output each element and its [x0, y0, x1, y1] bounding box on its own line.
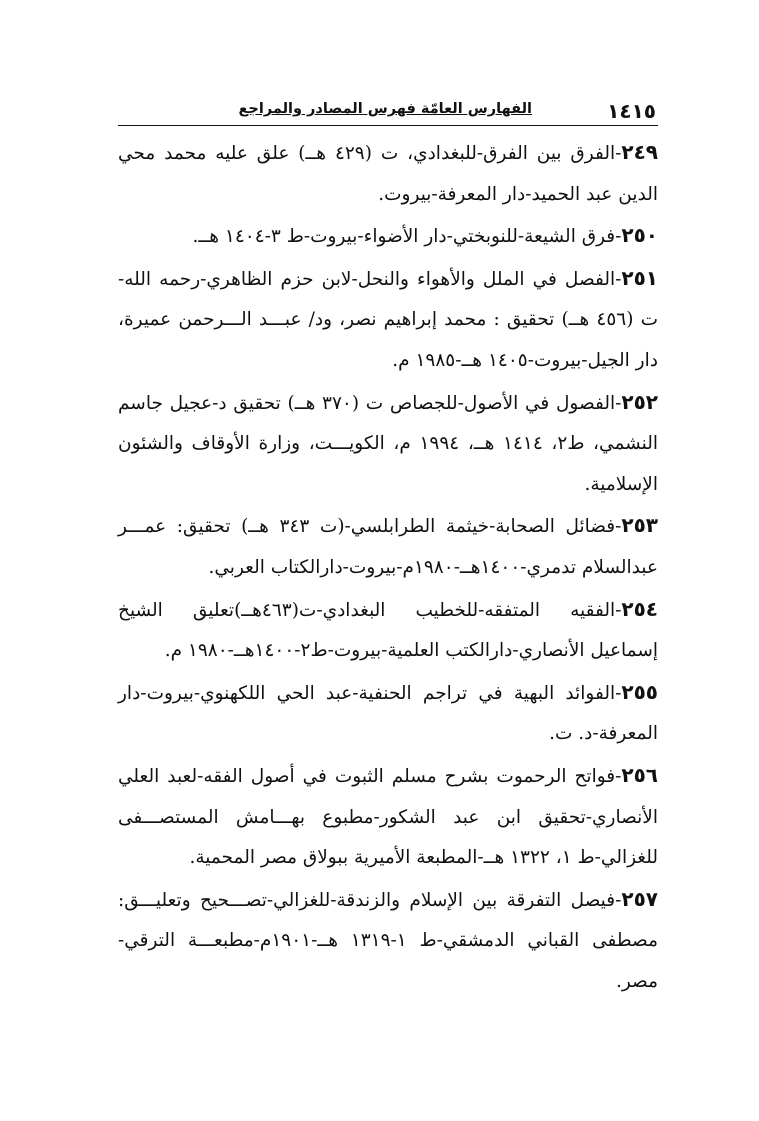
- entry-number: ٢٥٥: [621, 679, 658, 704]
- bibliography-entry: [118, 589, 658, 672]
- bibliography-entry: [118, 505, 658, 588]
- entry-number: ٢٥١: [621, 265, 658, 290]
- entry-text: -فواتح الرحموت بشرح مسلم الثبوت في أصول الفقه-لعبد العلي الأنصاري-تحقيق ابن عبد الشكور-مطبوع بهـــامش المستصـــفى للغزالي-ط ١، ١٣٢٢ هــ-المطبعة الأميرية ببولاق مصر المحمية.: [118, 765, 658, 869]
- bibliography-entry: [118, 755, 658, 879]
- entry-text: -فيصل التفرقة بين الإسلام والزندقة-للغزالي-تصـــحيح وتعليـــق: مصطفى القباني الدمشقي-ط ١-١٣١٩ هــ-١٩٠١م-مطبعـــة الترقي-مصر.: [118, 889, 658, 992]
- entry-number: ٢٥٢: [621, 389, 658, 414]
- page-header: [118, 95, 658, 126]
- entry-number: ٢٥٤: [621, 596, 658, 621]
- entry-text: -فرق الشيعة-للنوبختي-دار الأضواء-بيروت-ط ٣-١٤٠٤ هــ.: [192, 226, 622, 248]
- entry-number: ٢٥٠: [621, 223, 658, 248]
- bibliography-entry: [118, 879, 658, 1003]
- entry-text: -الفصول في الأصول-للجصاص ت (٣٧٠ هــ) تحقيق د-عجيل جاسم النشمي، ط٢، ١٤١٤ هــ، ١٩٩٤ م، الكويـــت، وزارة الأوقاف والشئون الإسلامية.: [118, 392, 659, 495]
- running-title: الفهارس العامّة فهرس المصادر والمراجع: [238, 101, 532, 117]
- bibliography-entry: [118, 215, 658, 258]
- bibliography-entry: [118, 258, 658, 382]
- page-number: ١٤١٥: [607, 99, 656, 123]
- bibliography-entry: [118, 132, 658, 215]
- entry-number: ٢٥٧: [621, 886, 658, 911]
- entry-text: -الفصل في الملل والأهواء والنحل-لابن حزم الظاهري-رحمه الله-ت (٤٥٦ هــ) تحقيق : محمد إبراهيم نصر، ود/ عبـــد الـــرحمن عميرة، دار الجيل-بيروت-١٤٠٥ هــ-١٩٨٥ م.: [118, 268, 659, 371]
- entry-number: ٢٥٣: [621, 513, 658, 538]
- entry-text: -فضائل الصحابة-خيثمة الطرابلسي-(ت ٣٤٣ هــ) تحقيق: عمـــر عبدالسلام تدمري-١٤٠٠هــ-١٩٨٠م-بيروت-دارالكتاب العربي.: [118, 516, 658, 578]
- entry-number: ٢٤٩: [621, 140, 658, 164]
- entry-text: -الفرق بين الفرق-للبغدادي، ت (٤٢٩ هــ) علق عليه محمد محي الدين عبد الحميد-دار المعرفة-بيروت.: [118, 143, 658, 205]
- document-page: [118, 95, 658, 1002]
- entry-text: -الفقيه المتفقه-للخطيب البغدادي-ت(٤٦٣هــ)تعليق الشيخ إسماعيل الأنصاري-دارالكتب العلمية-بيروت-ط٢-١٤٠٠هــ-١٩٨٠ م.: [118, 599, 658, 662]
- entry-text: -الفوائد البهية في تراجم الحنفية-عبد الحي اللكهنوي-بيروت-دار المعرفة-د. ت.: [118, 682, 658, 745]
- bibliography-entry: [118, 382, 658, 506]
- entry-number: ٢٥٦: [621, 762, 658, 787]
- bibliography-entry: [118, 672, 658, 755]
- bibliography-list: [118, 132, 658, 1002]
